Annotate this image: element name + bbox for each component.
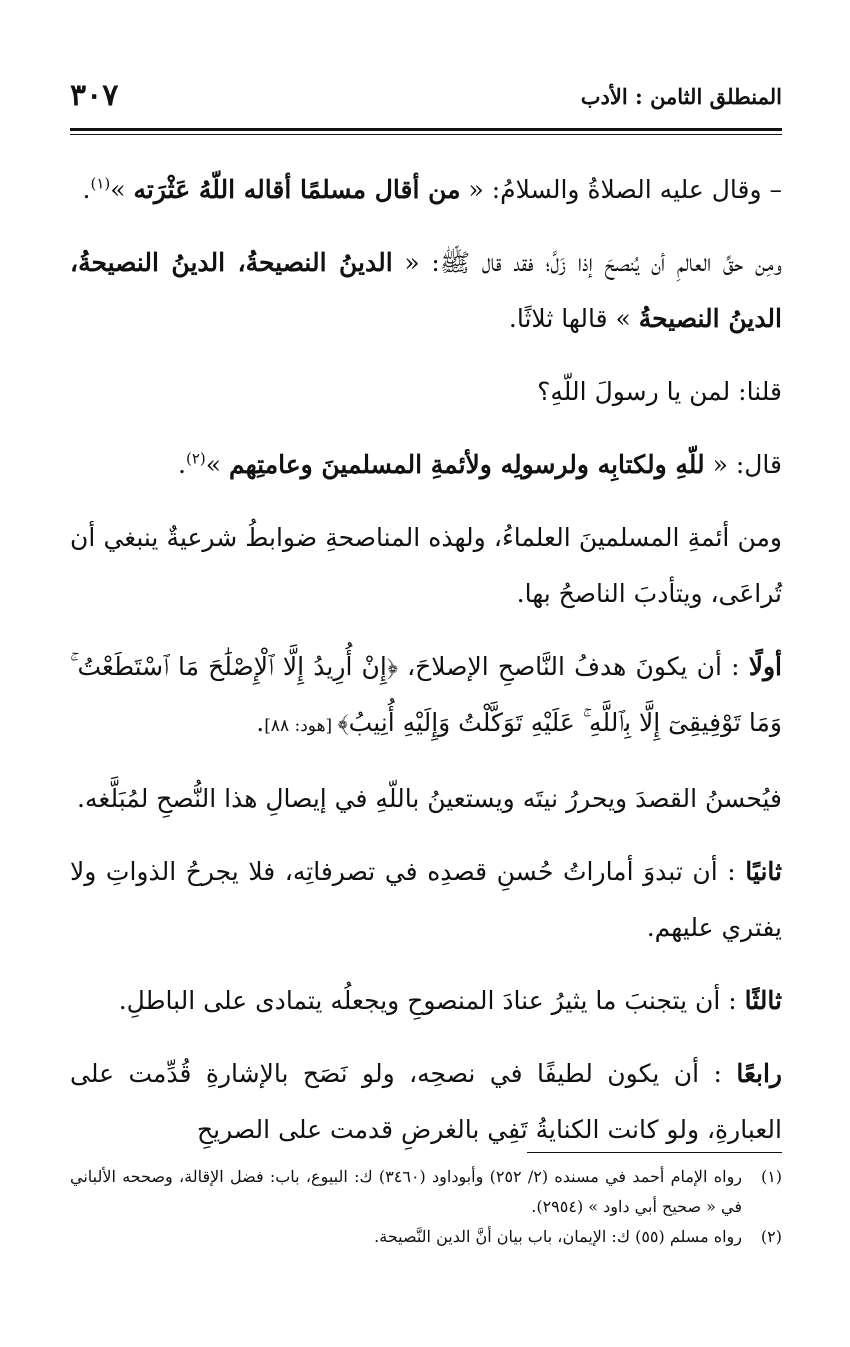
hadith-text: الدينُ النصيحةُ، الدينُ النصيحةُ، الدينُ النصيحةُ — [70, 248, 782, 333]
paragraph-lead: : أن يكونَ هدفُ النَّاصحِ الإصلاحَ، — [397, 652, 749, 681]
paragraph-tail: » — [205, 450, 229, 479]
footnote-1 — [70, 1162, 782, 1222]
page-number: ٣٠٧ — [70, 78, 119, 113]
paragraph-hadith-iqala — [70, 162, 782, 218]
paragraph-lead: – وقال عليه الصلاةُ والسلامُ: « — [460, 175, 782, 204]
paragraph-answer — [70, 437, 782, 493]
rule-label: رابعًا — [736, 1059, 782, 1088]
paragraph-tail: » — [110, 175, 134, 204]
rule-text: : أن يتجنبَ ما يثيرُ عنادَ المنصوحِ ويجعلُه يتمادى على الباطلِ. — [118, 986, 745, 1015]
paragraph-end: . — [82, 175, 91, 204]
paragraph-lead: ومِن حقِّ العالمِ أن يُنصحَ إذا زَلَّ؛ فقد قال ﷺ: « — [392, 248, 782, 277]
footnote-2 — [70, 1222, 782, 1252]
paragraph-first-rule — [70, 639, 782, 754]
footnote-text: رواه الإمام أحمد في مسنده (٢/ ٢٥٢) وأبوداود (٣٤٦٠) ك: البيوع، باب: فضل الإقالة، وصححه الألباني في « صحيح أبي داود » (٢٩٥٤). — [70, 1167, 743, 1216]
rule-label: ثالثًا — [744, 986, 782, 1015]
footnote-ref-2: (٢) — [185, 449, 206, 468]
paragraph-lead: قال: « — [704, 450, 782, 479]
paragraph-third-rule — [70, 973, 782, 1029]
verse-reference: [هود: ٨٨] — [264, 716, 338, 736]
hadith-text: من أقال مسلمًا أقاله اللّهُ عَثْرَته — [133, 175, 461, 204]
book-page — [70, 0, 782, 1347]
running-title: المنطلق الثامن : الأدب — [580, 84, 782, 109]
rule-text: : أن تبدوَ أماراتُ حُسنِ قصدِه في تصرفاتِه، فلا يجرحُ الذواتِ ولا يفتري عليهم. — [70, 857, 782, 942]
paragraph-end: . — [178, 450, 186, 479]
footnote-divider — [527, 1152, 782, 1153]
footnotes — [70, 1162, 782, 1252]
footnote-number: (١) — [760, 1167, 783, 1186]
hadith-text: للّهِ ولكتابِه ولرسولِه ولأئمةِ المسلمينَ وعامتِهم — [228, 450, 705, 479]
paragraph-tail: » قالها ثلاثًا. — [508, 304, 639, 333]
quran-verse: ﴿إِنْ أُرِيدُ إِلَّا ٱلْإِصْلَٰحَ مَا ٱسْتَطَعْتُ ۚ وَمَا تَوْفِيقِىٓ إِلَّا بِٱللَّهِ ۚ عَلَيْهِ تَوَكَّلْتُ وَإِلَيْهِ أُنِيبُ﴾ — [70, 652, 782, 737]
paragraph-fourth-rule — [70, 1046, 782, 1158]
header-rule — [70, 128, 782, 135]
paragraph-scholars: ومن أئمةِ المسلمينَ العلماءُ، ولهذه المناصحةِ ضوابطُ شرعيةٌ ينبغي أن تُراعَى، ويتأدبَ الناصحُ بها. — [70, 523, 782, 608]
footnote-number: (٢) — [760, 1227, 782, 1246]
page-header — [70, 78, 782, 118]
footnote-ref-1: (١) — [90, 174, 111, 193]
paragraph-second-rule — [70, 844, 782, 956]
rule-text: : أن يكون لطيفًا في نصحِه، ولو نَصَح بالإشارةِ قُدِّمت على العبارةِ، ولو كانت الكنايةُ تَفِي بالغرضِ قدمت على الصريحِ — [70, 1059, 782, 1144]
paragraph-question: قلنا: لمن يا رسولَ اللّهِ؟ — [537, 377, 782, 406]
rule-label: أولًا — [748, 652, 782, 681]
main-text — [70, 162, 782, 1175]
paragraph-intention: فيُحسنُ القصدَ ويحررُ نيتَه ويستعينُ باللّهِ في إيصالِ هذا النُّصحِ لمُبَلَّغه. — [77, 784, 782, 813]
paragraph-end: . — [256, 708, 265, 737]
paragraph-nasiha — [70, 235, 782, 347]
footnote-text: رواه مسلم (٥٥) ك: الإيمان، باب بيان أنَّ الدين النَّصيحة. — [374, 1227, 742, 1246]
rule-label: ثانيًا — [745, 857, 782, 886]
